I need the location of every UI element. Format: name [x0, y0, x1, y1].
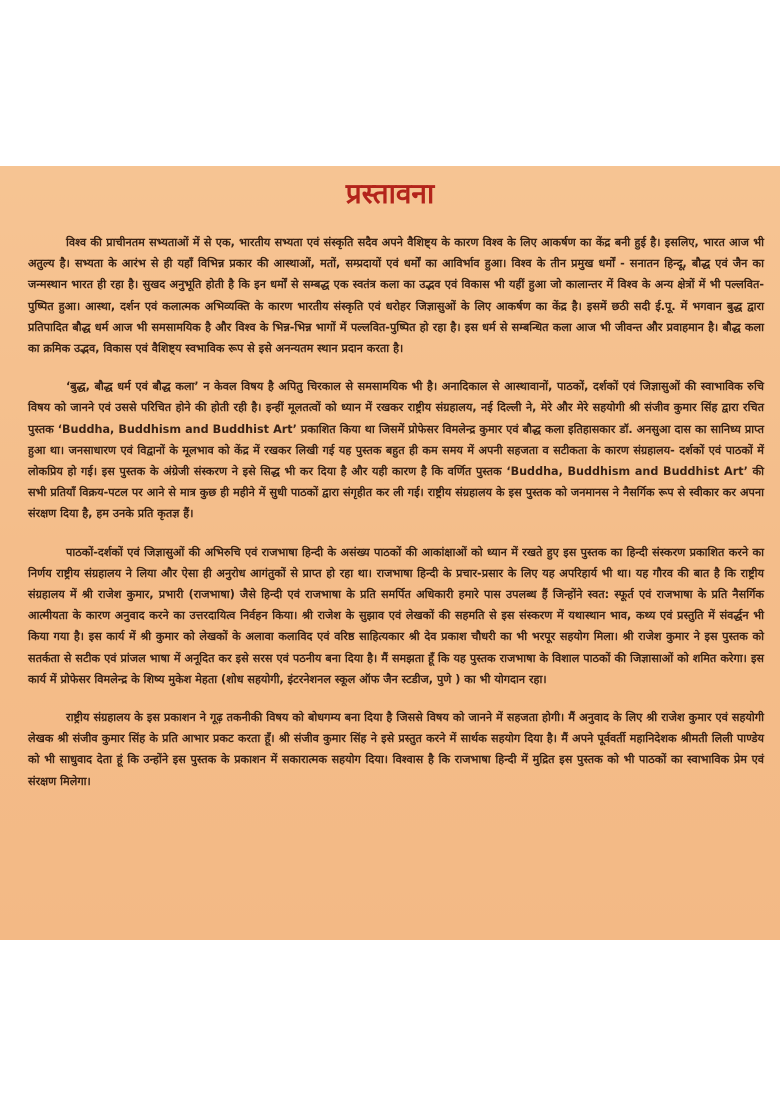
paragraph-1: विश्व की प्राचीनतम सभ्यताओं में से एक, भारतीय सभ्यता एवं संस्कृति सदैव अपने वैशिष्ट्य के कारण विश्व के लिए आकर्षण का केंद्र बनी हुई है। इसलिए, भारत आज भी अतुल्य है। सभ्यता के आरंभ से ही यहाँ विभिन्न प्रकार की आस्थाओं, मतों, सम्प्रदायों एवं धर्मों का आविर्भाव हुआ। विश्व के तीन प्रमुख धर्मों - सनातन हिन्दू, बौद्ध एवं जैन का जन्मस्थान भारत ही रहा है। सुखद अनुभूति होती है कि इन धर्मों से सम्बद्ध एक स्वतंत्र कला का उद्भव एवं विकास भी यहीं हुआ जो कालान्तर में विश्व के अन्य क्षेत्रों में भी पल्लवित-पुष्पित हुआ। आस्था, दर्शन एवं कलात्मक अभिव्यक्ति के कारण भारतीय संस्कृति एवं धरोहर जिज्ञासुओं के लिए आकर्षण का केंद्र है। इसमें छठी सदी ई.पू. में भगवान बुद्ध द्वारा प्रतिपादित बौद्ध धर्म आज भी समसामयिक है और विश्व के भिन्न-भिन्न भागों में पल्लवित-पुष्पित हो रहा है। इस धर्म से सम्बन्धित कला आज भी जीवन्त और प्रवाहमान है। बौद्ध कला का क्रमिक उद्भव, विकास एवं वैशिष्ट्य स्वभाविक रूप से इसे अनन्यतम स्थान प्रदान करता है।: [28, 236, 764, 356]
preface-body: [28, 232, 764, 809]
page-title: प्रस्तावना: [345, 177, 435, 210]
paragraph-2: ‘बुद्ध, बौद्ध धर्म एवं बौद्ध कला’ न केवल विषय है अपितु चिरकाल से समसामयिक भी है। अनादिकाल से आस्थावानों, पाठकों, दर्शकों एवं जिज्ञासुओं की स्वाभाविक रुचि विषय को जानने एवं उससे परिचित होने की होती रही है। इन्हीं मूलतत्वों को ध्यान में रखकर राष्ट्रीय संग्रहालय, नई दिल्ली ने, मेरे और मेरे सहयोगी श्री संजीव कुमार सिंह द्वारा रचित पुस्तक ‘Buddha, Buddhism and Buddhist Art’ प्रकाशित किया था जिसमें प्रोफेसर विमलेन्द्र कुमार एवं बौद्ध कला इतिहासकार डॉ. अनसुआ दास का सानिध्य प्राप्त हुआ था। जनसाधारण एवं विद्वानों के मूलभाव को केंद्र में रखकर लिखी गई यह पुस्तक बहुत ही कम समय में अपनी सहजता व सटीकता के कारण संग्रहालय- दर्शकों एवं पाठकों में लोकप्रिय हो गई। इस पुस्तक के अंग्रेजी संस्करण ने इसे सिद्ध भी कर दिया है और यही कारण है कि वर्णित पुस्तक ‘Buddha, Buddhism and Buddhist Art’ की सभी प्रतियाँ विक्रय-पटल पर आने से मात्र कुछ ही महीने में सुधी पाठकों द्वारा संगृहीत कर ली गई। राष्ट्रीय संग्रहालय के इस पुस्तक को जनमानस ने नैसर्गिक रूप से स्वीकार कर अपना संरक्षण दिया है, हम उनके प्रति कृतज्ञ हैं।: [28, 380, 764, 521]
paragraph-3: पाठकों-दर्शकों एवं जिज्ञासुओं की अभिरुचि एवं राजभाषा हिन्दी के असंख्य पाठकों की आकांक्षाओं को ध्यान में रखते हुए इस पुस्तक का हिन्दी संस्करण प्रकाशित करने का निर्णय राष्ट्रीय संग्रहालय ने लिया और ऐसा ही अनुरोध आगंतुकों से प्राप्त हो रहा था। राजभाषा हिन्दी के प्रचार-प्रसार के लिए यह अपरिहार्य भी था। यह गौरव की बात है कि राष्ट्रीय संग्रहालय में श्री राजेश कुमार, प्रभारी (राजभाषा) जैसे हिन्दी एवं राजभाषा के प्रति समर्पित अधिकारी हमारे पास उपलब्ध हैं जिन्होंने स्वत: स्फूर्त एवं राजभाषा के प्रति नैसर्गिक आत्मीयता के कारण अनुवाद करने का उत्तरदायित्व निर्वहन किया। श्री राजेश के सुझाव एवं लेखकों की सहमति से इस संस्करण में यथास्थान भाव, कथ्य एवं प्रस्तुति में संवर्द्धन भी किया गया है। इस कार्य में श्री कुमार को लेखकों के अलावा कलाविद एवं वरिष्ठ साहित्यकार श्री देव प्रकाश चौधरी का भी भरपूर सहयोग मिला। श्री राजेश कुमार ने इस पुस्तक को सतर्कता से सटीक एवं प्रांजल भाषा में अनूदित कर इसे सरस एवं पठनीय बना दिया है। मैं समझता हूँ कि यह पुस्तक राजभाषा के विशाल पाठकों की जिज्ञासाओं को शमित करेगा। इस कार्य में प्रोफेसर विमलेन्द्र के शिष्य मुकेश मेहता (शोध सहयोगी, इंटरनेशनल स्कूल ऑफ जैन स्टडीज, पुणे ) का भी योगदान रहा।: [28, 545, 764, 686]
paragraph-4: राष्ट्रीय संग्रहालय के इस प्रकाशन ने गूढ़ तकनीकी विषय को बोधगम्य बना दिया है जिससे विषय को जानने में सहजता होगी। मैं अनुवाद के लिए श्री राजेश कुमार एवं सहयोगी लेखक श्री संजीव कुमार सिंह के प्रति आभार प्रकट करता हूँ। श्री संजीव कुमार सिंह ने इसे प्रस्तुत करने में सार्थक सहयोग दिया है। मैं अपने पूर्ववर्ती महानिदेशक श्रीमती लिली पाण्डेय को भी साधुवाद देता हूं कि उन्होंने इस पुस्तक के प्रकाशन में सकारात्मक सहयोग दिया। विश्वास है कि राजभाषा हिन्दी में मुद्रित इस पुस्तक को भी पाठकों का स्वाभाविक प्रेम एवं संरक्षण मिलेगा।: [28, 711, 764, 788]
